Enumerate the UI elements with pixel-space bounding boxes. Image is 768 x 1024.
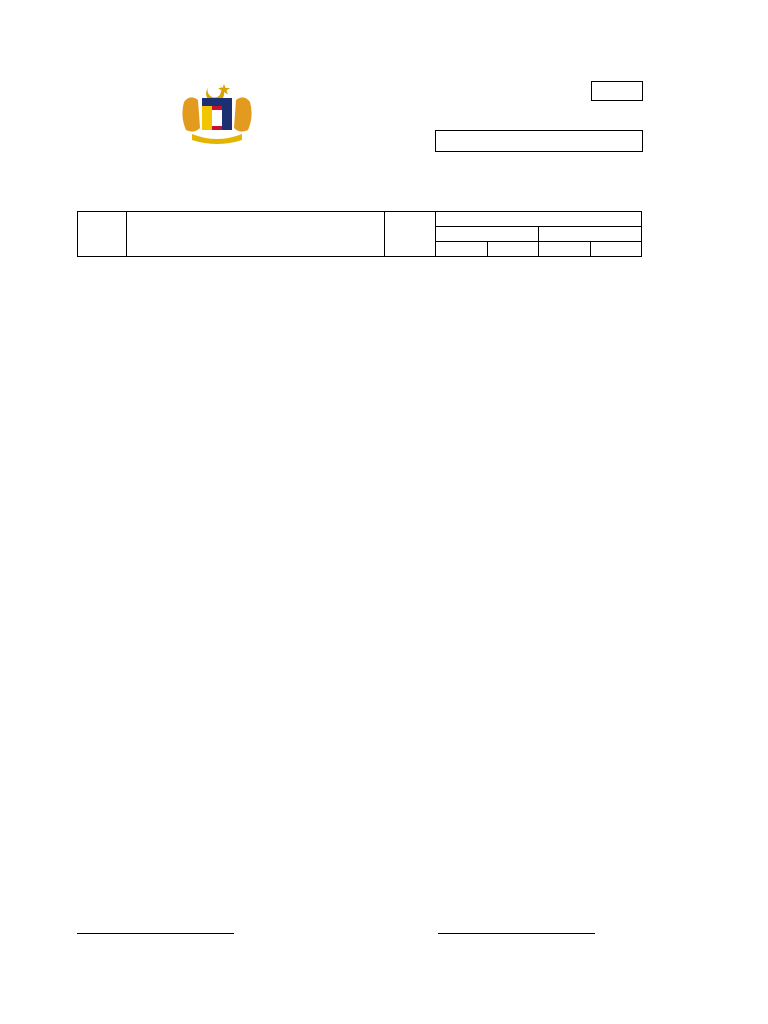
ministry-logo — [178, 80, 418, 144]
header-height-weight-group — [436, 212, 642, 227]
header-weight — [539, 227, 642, 242]
header-year — [385, 212, 436, 257]
header-student-name — [127, 212, 385, 257]
form-title — [435, 130, 643, 152]
header-height-jan — [436, 242, 488, 257]
student-record-table — [77, 211, 642, 257]
malaysia-coat-of-arms-icon — [178, 80, 256, 144]
header-height-nov — [488, 242, 539, 257]
prepared-signature-line — [77, 933, 234, 934]
form-code-box — [591, 81, 643, 101]
header-weight-jan — [539, 242, 591, 257]
verified-signature-line — [438, 933, 595, 934]
header-bil — [78, 212, 127, 257]
header-weight-nov — [591, 242, 642, 257]
header-height — [436, 227, 539, 242]
